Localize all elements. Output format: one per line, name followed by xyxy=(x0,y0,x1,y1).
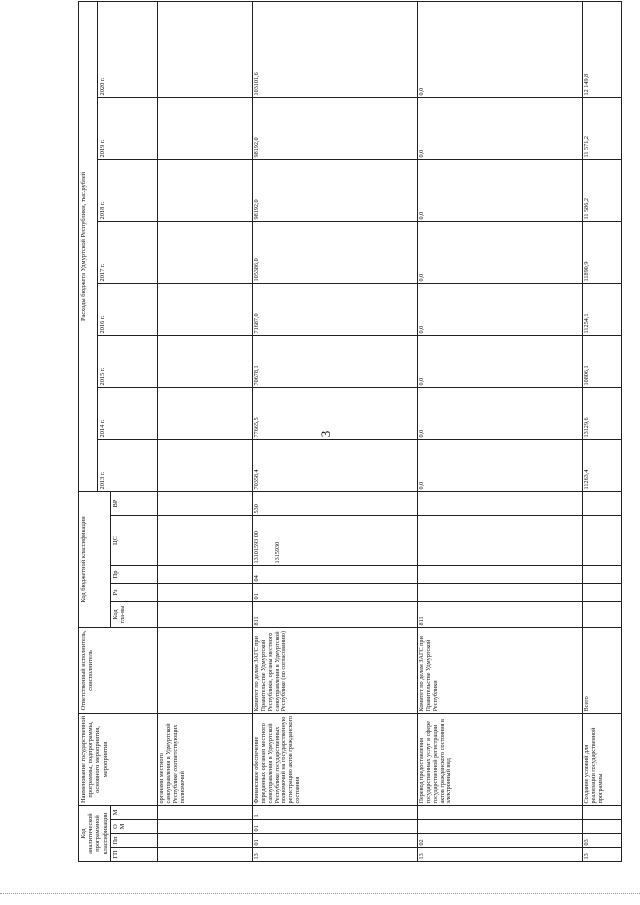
kod-cell xyxy=(157,601,252,627)
table-row xyxy=(582,1,621,861)
vr-cell xyxy=(417,491,582,515)
gp-cell: 13 xyxy=(582,848,621,862)
cs-code-primary: 13101593 00 xyxy=(252,531,260,564)
value-2019: 0,0 xyxy=(417,97,582,159)
vr-cell xyxy=(157,491,252,515)
name-cell: Перевод предоставления государственных услуг в сфере государственной регистрации актов гражданского состояния в электронный вид xyxy=(417,713,582,805)
year-2019-header: 2019 г. xyxy=(98,97,158,159)
m-cell xyxy=(582,805,621,819)
value-2015 xyxy=(157,335,252,387)
value-2018: 98192,0 xyxy=(252,159,417,221)
cs-cell xyxy=(252,515,417,565)
responsible-cell: Комитет по делам ЗАГС при Правительстве Удмуртской Республики xyxy=(417,627,582,713)
value-2013: 11263,4 xyxy=(582,439,621,491)
pr-cell xyxy=(582,565,621,583)
responsible-cell xyxy=(157,627,252,713)
gp-cell xyxy=(157,848,252,862)
value-2020: 0,0 xyxy=(417,1,582,97)
name-cell: Финансовое обеспечение переданных органам местного самоуправления в Удмуртской Республике государственных полномочий на государственную регистрацию актов гражданского состояния xyxy=(252,713,417,805)
responsible-cell: Всего xyxy=(582,627,621,713)
value-2016: 0,0 xyxy=(417,283,582,335)
responsible-header: Ответственный исполнитель, соисполнитель xyxy=(79,627,158,713)
value-2017 xyxy=(157,221,252,283)
m-cell xyxy=(157,805,252,819)
year-2013-header: 2013 г. xyxy=(98,439,158,491)
rotated-sheet xyxy=(78,22,604,862)
pp-cell xyxy=(157,834,252,848)
pr-cell xyxy=(417,565,582,583)
budget-code-header: Код бюджетной классификации xyxy=(79,491,111,627)
rz-header: Рз xyxy=(110,583,157,601)
gp-cell: 13 xyxy=(252,848,417,862)
gp-cell: 13 xyxy=(417,848,582,862)
expenses-header: Расходы бюджета Удмуртской Республики, тыс.рублей xyxy=(79,1,98,491)
value-2017: 11890,9 xyxy=(582,221,621,283)
value-2014 xyxy=(157,387,252,439)
pp-cell: 01 xyxy=(252,834,417,848)
pp-header: Пп xyxy=(110,834,157,848)
value-2019 xyxy=(157,97,252,159)
value-2013 xyxy=(157,439,252,491)
rz-cell xyxy=(157,583,252,601)
responsible-cell: Комитет по делам ЗАГС при Правительстве Удмуртской Республики, органы местного самоуправления в Удмуртской Республике (по согласованию) xyxy=(252,627,417,713)
value-2019: 11 571,2 xyxy=(582,97,621,159)
budget-table xyxy=(78,1,622,862)
gp-header: ГП xyxy=(110,848,157,862)
value-2013: 70358,4 xyxy=(252,439,417,491)
om-cell xyxy=(582,820,621,834)
value-2013: 0,0 xyxy=(417,439,582,491)
cs-code-secondary: 1315930 xyxy=(273,541,281,564)
cs-cell xyxy=(582,515,621,565)
year-2014-header: 2014 г. xyxy=(98,387,158,439)
page-number: 3 xyxy=(318,430,333,438)
name-cell: Создание условий для реализации государственной программы xyxy=(582,713,621,805)
value-2016: 11254,1 xyxy=(582,283,621,335)
vr-cell: 530 xyxy=(252,491,417,515)
year-2016-header: 2016 г. xyxy=(98,283,158,335)
value-2020: 12 149,8 xyxy=(582,1,621,97)
year-2018-header: 2018 г. xyxy=(98,159,158,221)
name-header: Наименование государственной программы, подпрограммы, основного мероприятия, мероприятия xyxy=(79,713,158,805)
kod-cell xyxy=(582,601,621,627)
value-2017: 105386,0 xyxy=(252,221,417,283)
kod-cell: 811 xyxy=(252,601,417,627)
m-header: М xyxy=(110,805,157,819)
value-2015: 70678,1 xyxy=(252,335,417,387)
scan-edge-marks xyxy=(0,893,640,896)
value-2016: 71687,0 xyxy=(252,283,417,335)
pr-header: Пр xyxy=(110,565,157,583)
rz-cell xyxy=(417,583,582,601)
rz-cell: 01 xyxy=(252,583,417,601)
value-2020: 103101,6 xyxy=(252,1,417,97)
kod-cell: 811 xyxy=(417,601,582,627)
year-2017-header: 2017 г. xyxy=(98,221,158,283)
value-2018: 11 586,2 xyxy=(582,159,621,221)
om-cell xyxy=(157,820,252,834)
vr-header: ВР xyxy=(110,491,157,515)
value-2014: 77665,5 xyxy=(252,387,417,439)
value-2017: 0,0 xyxy=(417,221,582,283)
om-header: ОМ xyxy=(110,820,157,834)
sheet xyxy=(78,22,604,862)
om-cell xyxy=(417,820,582,834)
om-cell: 01 xyxy=(252,820,417,834)
value-2016 xyxy=(157,283,252,335)
value-2020 xyxy=(157,1,252,97)
cs-cell xyxy=(417,515,582,565)
pp-cell: 03 xyxy=(582,834,621,848)
vr-cell xyxy=(582,491,621,515)
year-2020-header: 2020 г. xyxy=(98,1,158,97)
cs-header: ЦС xyxy=(110,515,157,565)
table-row xyxy=(252,1,417,861)
m-cell xyxy=(417,805,582,819)
table-row xyxy=(417,1,582,861)
rz-cell xyxy=(582,583,621,601)
year-2015-header: 2015 г. xyxy=(98,335,158,387)
name-cell: органами местного самоуправления в Удмуртской Республике соответствующих полномочий xyxy=(157,713,252,805)
analytic-code-header: Код аналитической программной классификации xyxy=(79,805,111,861)
kod-glavy-header: Код гла-вы xyxy=(110,601,157,627)
pp-cell: 02 xyxy=(417,834,582,848)
value-2015: 10806,1 xyxy=(582,335,621,387)
pr-cell xyxy=(157,565,252,583)
table-row xyxy=(157,1,252,861)
value-2019: 98192,0 xyxy=(252,97,417,159)
value-2018 xyxy=(157,159,252,221)
value-2015: 0,0 xyxy=(417,335,582,387)
pr-cell: 04 xyxy=(252,565,417,583)
value-2014: 0,0 xyxy=(417,387,582,439)
cs-cell xyxy=(157,515,252,565)
value-2018: 0,0 xyxy=(417,159,582,221)
value-2014: 13129,6 xyxy=(582,387,621,439)
m-cell: 1 xyxy=(252,805,417,819)
